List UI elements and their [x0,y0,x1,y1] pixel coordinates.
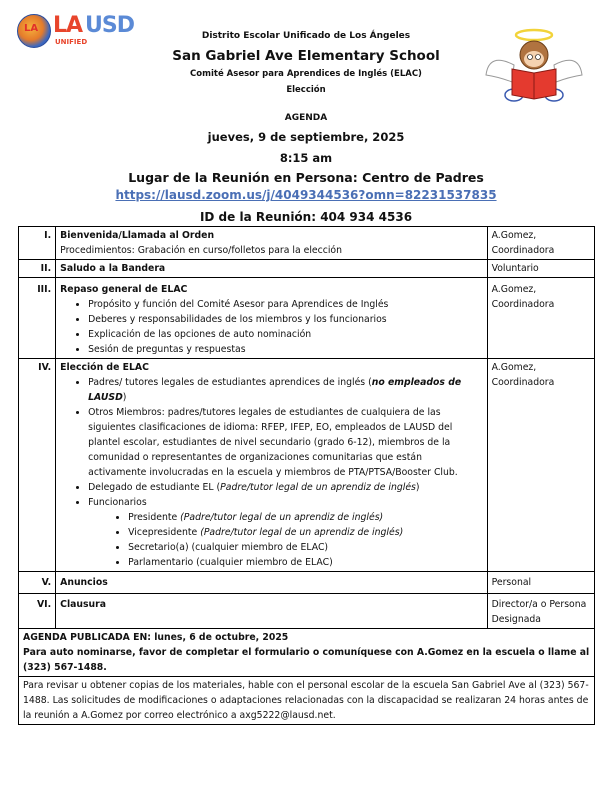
meeting-date: jueves, 9 de septiembre, 2025 [207,130,405,144]
item-presenter: A.Gomez, Coordinadora [487,359,594,572]
list-item: • Funcionarios • Presidente (Padre/tutor legal de un aprendiz de inglés) • Vicepresidente (Padre/tutor legal de un aprendiz de inglés) • Secretario(a) (cualquier miembro de ELAC) • Parlamentario (cualquier miembro de ELAC) [88,495,482,570]
item-number: VI. [19,594,56,629]
item-presenter: A.Gomez, Coordinadora [487,278,594,359]
meeting-time: 8:15 am [279,151,333,165]
meeting-type: Elección [286,85,326,95]
list-item: • Padres/ tutores legales de estudiantes aprendices de inglés (no empleados de LAUSD) [88,375,482,405]
committee-name: Comité Asesor para Aprendices de Inglés (ELAC) [190,69,422,79]
list-item: • Explicación de las opciones de auto nominación [88,327,482,342]
item-title: Anuncios [60,577,108,588]
list-item: • Vicepresidente (Padre/tutor legal de un aprendiz de inglés) [128,525,482,540]
logo-unified: UNIFIED [55,38,88,46]
list-item: • Delegado de estudiante EL (Padre/tutor legal de un aprendiz de inglés) [88,480,482,495]
item-number: II. [19,260,56,278]
published-date: AGENDA PUBLICADA EN: lunes, 6 de octubre, 2025 [23,632,289,643]
officer-list [88,510,482,570]
agenda-heading: AGENDA [284,113,328,123]
table-row [19,227,595,260]
item-number: IV. [19,359,56,572]
item-number: I. [19,227,56,260]
item-title: Bienvenida/Llamada al Orden [60,230,215,241]
agenda-table [18,226,595,725]
item-title: Clausura [60,599,107,610]
meeting-id: ID de la Reunión: 404 934 4536 [199,210,413,224]
item-number: V. [19,572,56,594]
bullet-list [60,375,482,570]
bullet-list [60,297,482,357]
list-item: • Presidente (Padre/tutor legal de un aprendiz de inglés) [128,510,482,525]
lausd-seal-icon: LA [17,14,51,48]
list-item: • Parlamentario (cualquier miembro de ELAC) [128,555,482,570]
table-row [19,260,595,278]
district-name: Distrito Escolar Unificado de Los Ángeles [201,31,411,41]
item-number: III. [19,278,56,359]
zoom-link[interactable]: https://lausd.zoom.us/j/4049344536?omn=82231537835 [115,188,497,202]
item-presenter: Voluntario [487,260,594,278]
table-row [19,594,595,629]
list-item: • Otros Miembros: padres/tutores legales de estudiantes de cualquiera de las siguientes clasificaciones de idioma: RFEP, IFEP, EO, empleados de LAUSD del plantel escolar, estudiantes de nivel secundario (grado 6-12), miembros de la comunidad o representantes de organizaciones comunitarias que están activamente involucradas en la escuela y miembros de PTA/PTSA/Booster Club. [88,405,482,480]
list-item: • Deberes y responsabilidades de los miembros y los funcionarios [88,312,482,327]
item-title: Repaso general de ELAC [60,284,188,295]
item-presenter: Director/a o Persona Designada [487,594,594,629]
logo-usd: USD [85,13,134,38]
item-presenter: A.Gomez, Coordinadora [487,227,594,260]
logo-la: LA [53,13,83,38]
list-item: • Sesión de preguntas y respuestas [88,342,482,357]
item-title: Saludo a la Bandera [60,263,166,274]
table-row [19,359,595,572]
list-item: • Secretario(a) (cualquier miembro de ELAC) [128,540,482,555]
meeting-location: Lugar de la Reunión en Persona: Centro de Padres [128,170,484,185]
table-row [19,278,595,359]
table-row [19,677,595,725]
item-presenter: Personal [487,572,594,594]
school-name: San Gabriel Ave Elementary School [172,48,440,64]
accessibility-notice: Para revisar u obtener copias de los materiales, hable con el personal escolar de la escuela San Gabriel Ave al (323) 567-1488. Las solicitudes de modificaciones o adaptaciones relacionadas con la discapacidad se realizaran 24 horas antes de la reunión a A.Gomez por correo electrónico a axg5222@lausd.net. [19,677,595,725]
item-title: Elección de ELAC [60,362,149,373]
table-row [19,629,595,677]
nomination-info: Para auto nominarse, favor de completar el formulario o comuníquese con A.Gomez en la escuela o llame al (323) 567-1488. [23,647,590,673]
list-item: • Propósito y función del Comité Asesor para Aprendices de Inglés [88,297,482,312]
item-subtitle: Procedimientos: Grabación en curso/folletos para la elección [60,245,343,256]
table-row [19,572,595,594]
